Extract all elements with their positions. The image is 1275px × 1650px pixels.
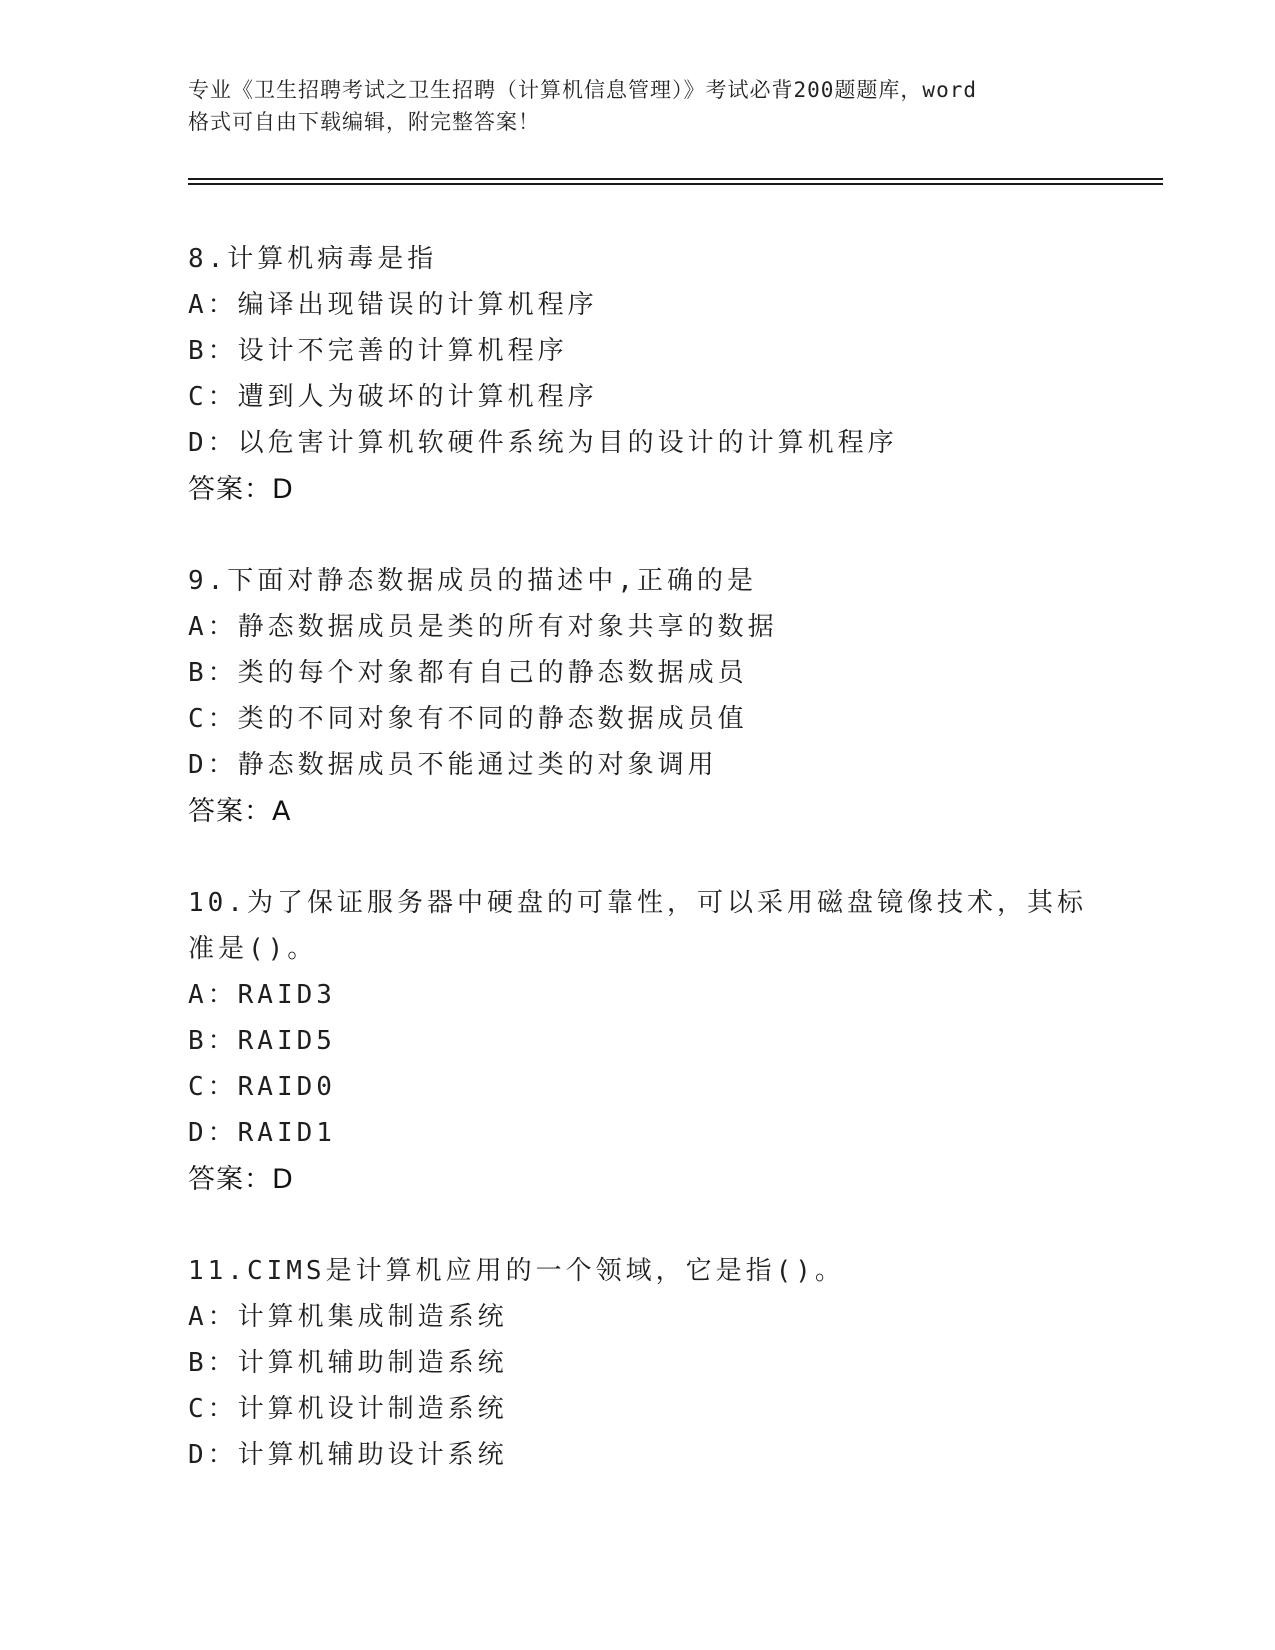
option-d: D：RAID1 <box>188 1118 336 1148</box>
header-divider-top <box>188 178 1163 180</box>
answer-label: 答案：D <box>188 1164 294 1195</box>
question-stem: 11.CIMS是计算机应用的一个领域，它是指()。 <box>188 1256 845 1286</box>
option-b: B：设计不完善的计算机程序 <box>188 336 568 366</box>
option-b: B：计算机辅助制造系统 <box>188 1348 508 1378</box>
option-d: D：以危害计算机软硬件系统为目的设计的计算机程序 <box>188 428 898 458</box>
question-11 <box>188 1248 1148 1478</box>
question-stem: 10.为了保证服务器中硬盘的可靠性，可以采用磁盘镜像技术，其标准是()。 <box>188 888 1087 964</box>
header-line-2: 格式可自由下载编辑，附完整答案！ <box>188 110 540 134</box>
question-list <box>188 236 1148 1524</box>
option-d: D：计算机辅助设计系统 <box>188 1440 508 1470</box>
answer-label: 答案：D <box>188 474 294 505</box>
option-a: A：静态数据成员是类的所有对象共享的数据 <box>188 612 778 642</box>
option-d: D：静态数据成员不能通过类的对象调用 <box>188 750 718 780</box>
option-b: B：RAID5 <box>188 1026 336 1056</box>
document-header <box>188 74 1118 138</box>
option-a: A：计算机集成制造系统 <box>188 1302 508 1332</box>
option-c: C：RAID0 <box>188 1072 336 1102</box>
option-c: C：计算机设计制造系统 <box>188 1394 508 1424</box>
answer-label: 答案：A <box>188 796 292 827</box>
header-divider-bottom <box>188 183 1163 185</box>
option-b: B：类的每个对象都有自己的静态数据成员 <box>188 658 748 688</box>
option-a: A：RAID3 <box>188 980 336 1010</box>
option-c: C：遭到人为破坏的计算机程序 <box>188 382 598 412</box>
question-8 <box>188 236 1148 512</box>
option-c: C：类的不同对象有不同的静态数据成员值 <box>188 704 748 734</box>
question-10 <box>188 880 1148 1202</box>
option-a: A：编译出现错误的计算机程序 <box>188 290 598 320</box>
question-stem: 9.下面对静态数据成员的描述中,正确的是 <box>188 566 757 596</box>
question-stem: 8.计算机病毒是指 <box>188 244 438 274</box>
header-line-1: 专业《卫生招聘考试之卫生招聘（计算机信息管理）》考试必背200题题库，word <box>188 78 977 102</box>
question-9 <box>188 558 1148 834</box>
